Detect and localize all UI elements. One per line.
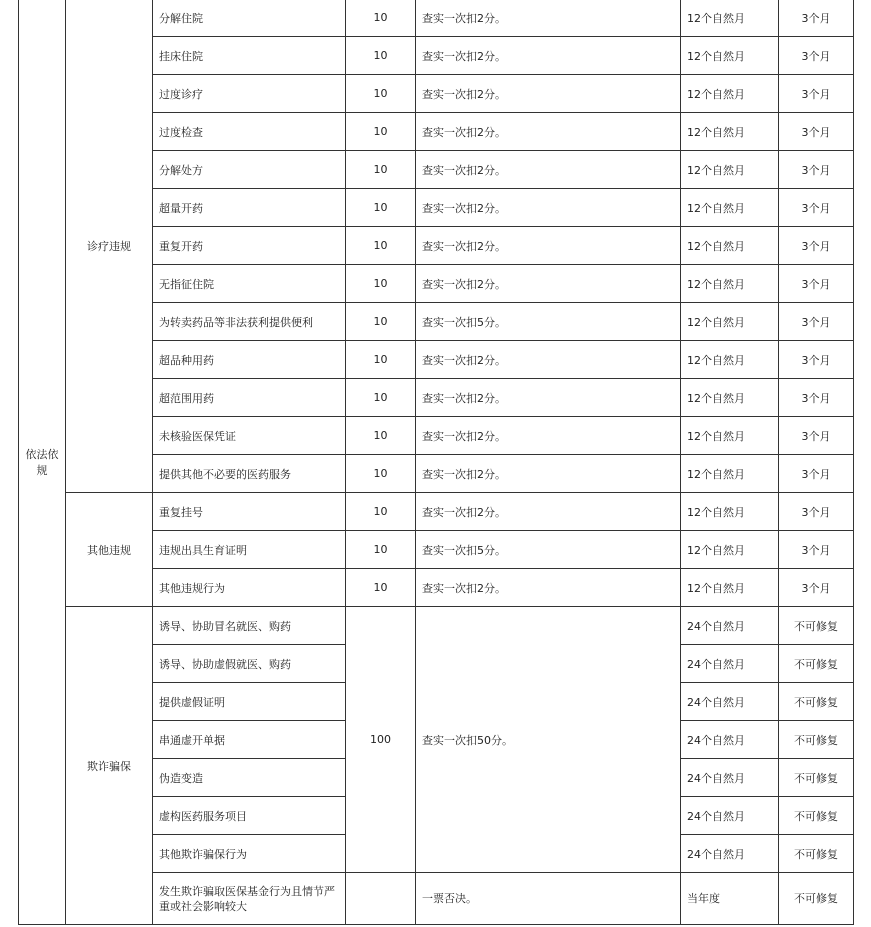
item-cell: 诱导、协助虚假就医、购药 <box>153 645 346 683</box>
item-cell: 其他违规行为 <box>153 569 346 607</box>
points-cell: 10 <box>346 379 416 417</box>
rule-cell: 查实一次扣2分。 <box>416 0 681 37</box>
points-cell: 10 <box>346 455 416 493</box>
period-cell: 12个自然月 <box>681 37 779 75</box>
points-cell: 10 <box>346 0 416 37</box>
category-cell: 依法依规 <box>19 0 66 925</box>
period-cell: 24个自然月 <box>681 645 779 683</box>
item-cell: 挂床住院 <box>153 37 346 75</box>
item-cell: 重复挂号 <box>153 493 346 531</box>
period-cell: 12个自然月 <box>681 0 779 37</box>
points-cell: 10 <box>346 75 416 113</box>
item-cell: 超范围用药 <box>153 379 346 417</box>
repair-cell: 3个月 <box>779 493 854 531</box>
rule-cell: 查实一次扣2分。 <box>416 493 681 531</box>
period-cell: 24个自然月 <box>681 683 779 721</box>
period-cell: 12个自然月 <box>681 265 779 303</box>
rule-cell: 查实一次扣2分。 <box>416 75 681 113</box>
scoring-table <box>18 0 854 925</box>
table-row <box>19 607 854 645</box>
item-cell: 串通虚开单据 <box>153 721 346 759</box>
repair-cell: 不可修复 <box>779 607 854 645</box>
period-cell: 12个自然月 <box>681 303 779 341</box>
points-cell: 10 <box>346 151 416 189</box>
points-cell: 10 <box>346 113 416 151</box>
item-cell: 超品种用药 <box>153 341 346 379</box>
rule-cell: 查实一次扣5分。 <box>416 303 681 341</box>
period-cell: 24个自然月 <box>681 759 779 797</box>
repair-cell: 3个月 <box>779 455 854 493</box>
item-cell: 过度检查 <box>153 113 346 151</box>
period-cell: 12个自然月 <box>681 455 779 493</box>
repair-cell: 3个月 <box>779 151 854 189</box>
period-cell: 12个自然月 <box>681 113 779 151</box>
repair-cell: 3个月 <box>779 37 854 75</box>
points-cell: 10 <box>346 265 416 303</box>
rule-cell: 查实一次扣2分。 <box>416 37 681 75</box>
period-cell: 12个自然月 <box>681 75 779 113</box>
repair-cell: 不可修复 <box>779 721 854 759</box>
repair-cell: 3个月 <box>779 113 854 151</box>
rule-cell: 查实一次扣2分。 <box>416 341 681 379</box>
item-cell: 过度诊疗 <box>153 75 346 113</box>
rule-cell: 查实一次扣2分。 <box>416 227 681 265</box>
repair-cell: 不可修复 <box>779 873 854 925</box>
item-cell: 提供虚假证明 <box>153 683 346 721</box>
period-cell: 12个自然月 <box>681 341 779 379</box>
repair-cell: 3个月 <box>779 341 854 379</box>
repair-cell: 不可修复 <box>779 645 854 683</box>
rule-cell: 查实一次扣5分。 <box>416 531 681 569</box>
points-cell: 10 <box>346 417 416 455</box>
rule-cell: 查实一次扣2分。 <box>416 189 681 227</box>
rule-cell: 查实一次扣2分。 <box>416 417 681 455</box>
item-cell: 重复开药 <box>153 227 346 265</box>
period-cell: 12个自然月 <box>681 227 779 265</box>
item-cell: 分解住院 <box>153 0 346 37</box>
rule-cell: 查实一次扣2分。 <box>416 151 681 189</box>
points-cell: 10 <box>346 341 416 379</box>
item-cell: 虚构医药服务项目 <box>153 797 346 835</box>
repair-cell: 3个月 <box>779 0 854 37</box>
item-cell: 分解处方 <box>153 151 346 189</box>
period-cell: 当年度 <box>681 873 779 925</box>
points-cell: 10 <box>346 227 416 265</box>
group-name: 其他违规 <box>66 493 153 607</box>
period-cell: 12个自然月 <box>681 417 779 455</box>
item-cell: 无指征住院 <box>153 265 346 303</box>
repair-cell: 3个月 <box>779 189 854 227</box>
period-cell: 12个自然月 <box>681 531 779 569</box>
item-cell: 提供其他不必要的医药服务 <box>153 455 346 493</box>
rule-cell: 查实一次扣2分。 <box>416 113 681 151</box>
table-row <box>19 493 854 531</box>
rule-cell: 查实一次扣2分。 <box>416 569 681 607</box>
period-cell: 24个自然月 <box>681 607 779 645</box>
item-cell: 为转卖药品等非法获利提供便利 <box>153 303 346 341</box>
points-cell: 10 <box>346 493 416 531</box>
period-cell: 12个自然月 <box>681 379 779 417</box>
repair-cell: 3个月 <box>779 227 854 265</box>
table-row <box>19 0 854 37</box>
rule-cell: 查实一次扣2分。 <box>416 455 681 493</box>
points-cell <box>346 873 416 925</box>
repair-cell: 不可修复 <box>779 759 854 797</box>
points-cell: 10 <box>346 531 416 569</box>
group-name: 欺诈骗保 <box>66 607 153 925</box>
repair-cell: 3个月 <box>779 417 854 455</box>
repair-cell: 不可修复 <box>779 797 854 835</box>
repair-cell: 3个月 <box>779 303 854 341</box>
group-name: 诊疗违规 <box>66 0 153 493</box>
item-cell: 超量开药 <box>153 189 346 227</box>
repair-cell: 不可修复 <box>779 835 854 873</box>
rule-cell: 查实一次扣2分。 <box>416 379 681 417</box>
rule-cell: 一票否决。 <box>416 873 681 925</box>
repair-cell: 3个月 <box>779 75 854 113</box>
period-cell: 24个自然月 <box>681 721 779 759</box>
repair-cell: 3个月 <box>779 531 854 569</box>
points-cell: 100 <box>346 607 416 873</box>
item-cell: 发生欺诈骗取医保基金行为且情节严重或社会影响较大 <box>153 873 346 925</box>
period-cell: 12个自然月 <box>681 493 779 531</box>
repair-cell: 不可修复 <box>779 683 854 721</box>
repair-cell: 3个月 <box>779 379 854 417</box>
period-cell: 24个自然月 <box>681 797 779 835</box>
points-cell: 10 <box>346 37 416 75</box>
points-cell: 10 <box>346 569 416 607</box>
points-cell: 10 <box>346 189 416 227</box>
item-cell: 伪造变造 <box>153 759 346 797</box>
period-cell: 24个自然月 <box>681 835 779 873</box>
rule-cell: 查实一次扣2分。 <box>416 265 681 303</box>
repair-cell: 3个月 <box>779 569 854 607</box>
points-cell: 10 <box>346 303 416 341</box>
repair-cell: 3个月 <box>779 265 854 303</box>
period-cell: 12个自然月 <box>681 151 779 189</box>
period-cell: 12个自然月 <box>681 569 779 607</box>
rule-cell: 查实一次扣50分。 <box>416 607 681 873</box>
item-cell: 诱导、协助冒名就医、购药 <box>153 607 346 645</box>
item-cell: 未核验医保凭证 <box>153 417 346 455</box>
item-cell: 违规出具生育证明 <box>153 531 346 569</box>
period-cell: 12个自然月 <box>681 189 779 227</box>
item-cell: 其他欺诈骗保行为 <box>153 835 346 873</box>
